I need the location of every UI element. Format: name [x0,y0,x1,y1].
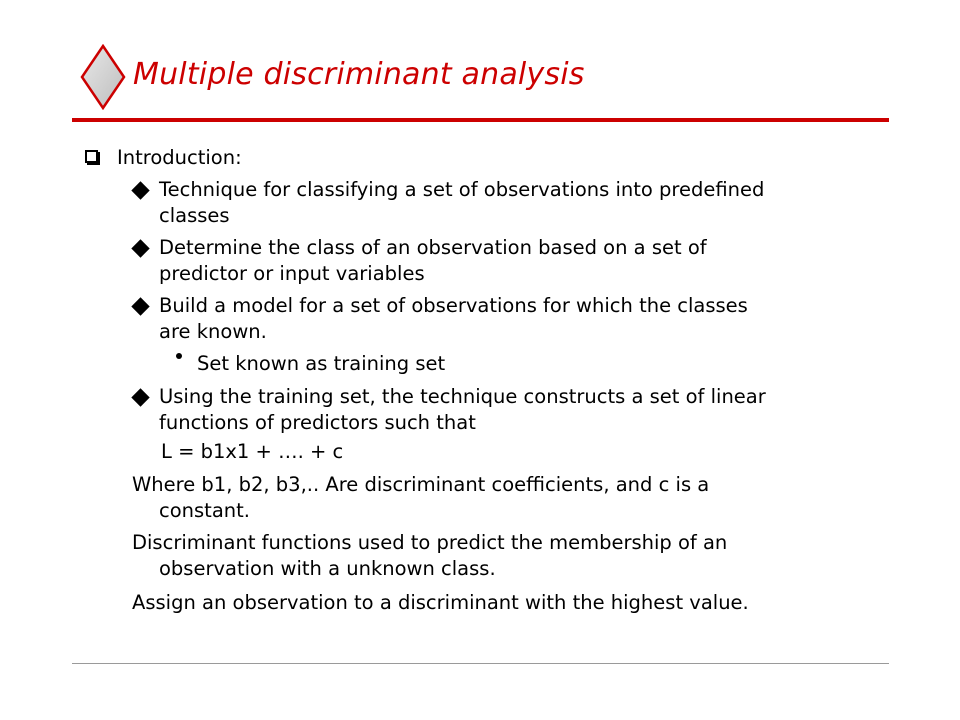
footer-divider [72,663,889,664]
checkbox-bullet-icon [85,150,98,163]
bullet-text: Determine the class of an observation based on a set of [159,236,707,259]
slide-title: Multiple discriminant analysis [133,57,585,92]
section-heading: Introduction: [117,146,242,169]
bullet-text: predictor or input variables [159,262,425,285]
bullet-text: Build a model for a set of observations for which the classes [159,294,748,317]
title-divider [72,118,889,122]
bullet-text: functions of predictors such that [159,411,476,434]
diamond-bullet-icon [131,388,149,406]
paragraph-text: Assign an observation to a discriminant with the highest value. [132,591,749,614]
bullet-text: Technique for classifying a set of observations into predefined [159,178,765,201]
dot-bullet-icon [176,353,182,359]
bullet-text: are known. [159,320,267,343]
diamond-bullet-icon [131,181,149,199]
paragraph-text: Where b1, b2, b3,.. Are discriminant coefficients, and c is a [132,473,710,496]
paragraph-text: observation with a unknown class. [159,557,496,580]
paragraph-text: Discriminant functions used to predict the membership of an [132,531,728,554]
red-diamond-icon [80,44,126,110]
sub-bullet-text: Set known as training set [197,352,446,375]
diamond-bullet-icon [131,239,149,257]
paragraph-text: constant. [159,499,250,522]
diamond-bullet-icon [131,297,149,315]
bullet-text: Using the training set, the technique constructs a set of linear [159,385,766,408]
bullet-text: classes [159,204,230,227]
equation: L = b1x1 + …. + c [161,440,344,463]
